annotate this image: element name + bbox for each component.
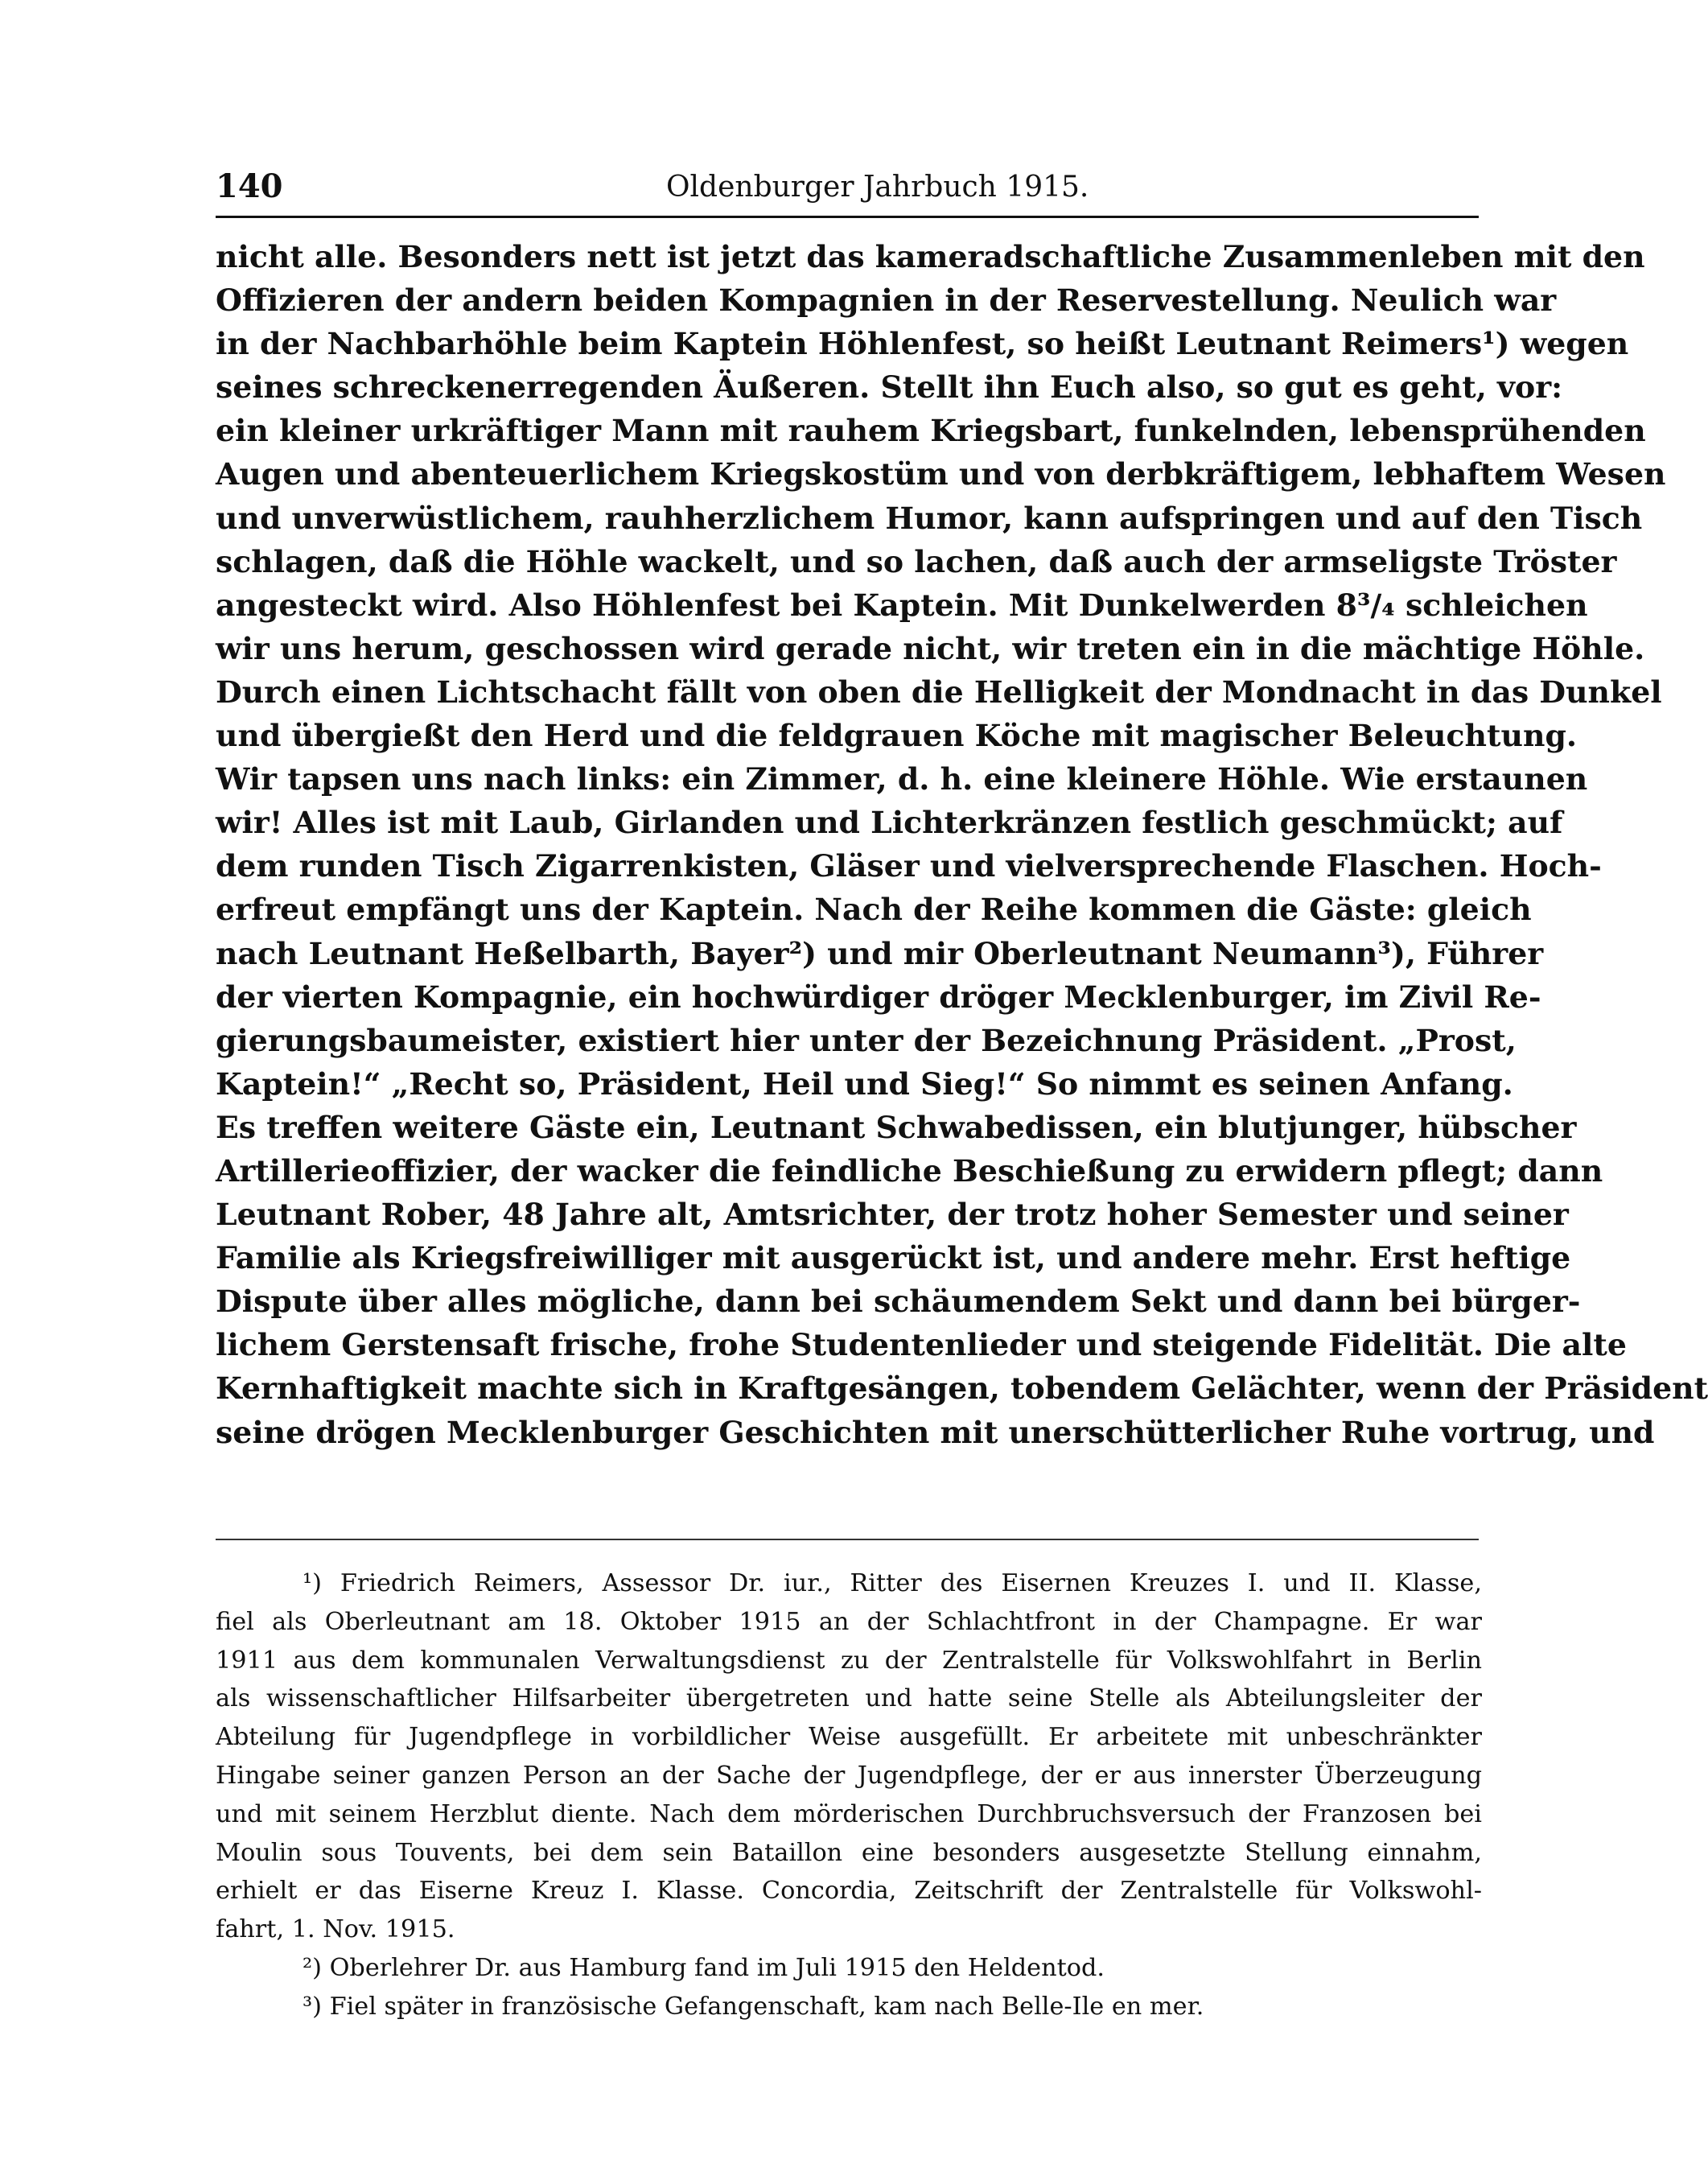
body-line: seine drögen Mecklenburger Geschichten mit unerschütterlicher Ruhe vortrug, und — [216, 1414, 1655, 1450]
body-line: nach Leutnant Heßelbarth, Bayer²) und mir Oberleutnant Neumann³), Führer — [216, 935, 1544, 971]
body-line: Artillerieoffizier, der wacker die feindliche Beschießung zu erwidern pflegt; dann — [216, 1152, 1603, 1189]
body-text — [216, 235, 1708, 1454]
body-line: und unverwüstlichem, rauhherzlichem Humor, kann aufspringen und auf den Tisch — [216, 500, 1643, 536]
body-line: Durch einen Lichtschacht fällt von oben die Helligkeit der Mondnacht in das Dunkel — [216, 674, 1662, 710]
body-line: Kernhaftigkeit machte sich in Kraftgesängen, tobendem Gelächter, wenn der Präsident — [216, 1370, 1708, 1407]
page-number: 140 — [216, 167, 283, 205]
body-line: Kaptein!“ „Recht so, Präsident, Heil und Sieg!“ So nimmt es seinen Anfang. — [216, 1065, 1513, 1102]
body-line: Offizieren der andern beiden Kompagnien in der Reservestellung. Neulich war — [216, 282, 1557, 319]
body-line: Familie als Kriegsfreiwilliger mit ausgerückt ist, und andere mehr. Erst heftige — [216, 1240, 1571, 1276]
footnote-line: Hingabe seiner ganzen Person an der Sache der Jugendpflege, der er aus innerster Überzeugung — [216, 1761, 1482, 1790]
body-line: seines schreckenerregenden Äußeren. Stellt ihn Euch also, so gut es geht, vor: — [216, 369, 1563, 406]
footnote-rule — [216, 1539, 1479, 1540]
body-line: wir! Alles ist mit Laub, Girlanden und Lichterkränzen festlich geschmückt; auf — [216, 805, 1563, 841]
footnote-line: und mit seinem Herzblut diente. Nach dem mörderischen Durchbruchsversuch der Franzosen bei — [216, 1799, 1482, 1828]
body-line: gierungsbaumeister, existiert hier unter der Bezeichnung Präsident. „Prost, — [216, 1022, 1517, 1058]
body-line: nicht alle. Besonders nett ist jetzt das kameradschaftliche Zusammenleben mit den — [216, 239, 1645, 274]
body-line: Augen und abenteuerlichem Kriegskostüm und von derbkräftigem, lebhaftem Wesen — [216, 456, 1666, 492]
body-line: lichem Gerstensaft frische, frohe Studentenlieder und steigende Fidelität. Die alte — [216, 1327, 1627, 1363]
running-title: Oldenburger Jahrbuch 1915. — [666, 171, 1089, 204]
body-line: erfreut empfängt uns der Kaptein. Nach der Reihe kommen die Gäste: gleich — [216, 892, 1532, 928]
body-line: angesteckt wird. Also Höhlenfest bei Kaptein. Mit Dunkelwerden 8³/₄ schleichen — [216, 587, 1588, 623]
footnote-line: 1911 aus dem kommunalen Verwaltungsdienst zu der Zentralstelle für Volkswohlfahrt in Berlin — [216, 1646, 1482, 1675]
footnote-line: ¹) Friedrich Reimers, Assessor Dr. iur., Ritter des Eisernen Kreuzes I. und II. Klasse, — [303, 1569, 1482, 1597]
body-line: wir uns herum, geschossen wird gerade nicht, wir treten ein in die mächtige Höhle. — [216, 630, 1645, 666]
footnote-line: fiel als Oberleutnant am 18. Oktober 1915 an der Schlachtfront in der Champagne. Er war — [216, 1607, 1482, 1636]
body-line: schlagen, daß die Höhle wackelt, und so lachen, daß auch der armseligste Tröster — [216, 543, 1617, 579]
body-line: Wir tapsen uns nach links: ein Zimmer, d. h. eine kleinere Höhle. Wie erstaunen — [216, 761, 1588, 797]
footnote-line: fahrt, 1. Nov. 1915. — [216, 1915, 455, 1944]
body-line: Es treffen weitere Gäste ein, Leutnant Schwabedissen, ein blutjunger, hübscher — [216, 1109, 1577, 1145]
body-line: der vierten Kompagnie, ein hochwürdiger dröger Mecklenburger, im Zivil Re- — [216, 979, 1541, 1015]
body-line: und übergießt den Herd und die feldgrauen Köche mit magischer Beleuchtung. — [216, 718, 1578, 754]
footnote-line: Abteilung für Jugendpflege in vorbildlicher Weise ausgefüllt. Er arbeitete mit unbeschränkter — [216, 1723, 1482, 1752]
body-line: dem runden Tisch Zigarrenkisten, Gläser und vielversprechende Flaschen. Hoch- — [216, 848, 1602, 884]
page-header — [216, 167, 1479, 212]
body-line: ein kleiner urkräftiger Mann mit rauhem Kriegsbart, funkelnden, lebensprühenden — [216, 413, 1646, 449]
body-line: Leutnant Rober, 48 Jahre alt, Amtsrichter, der trotz hoher Semester und seiner — [216, 1197, 1569, 1233]
footnotes — [216, 1564, 1482, 2026]
footnote-line: erhielt er das Eiserne Kreuz I. Klasse. Concordia, Zeitschrift der Zentralstelle für Volkswohl- — [216, 1877, 1482, 1906]
body-line: in der Nachbarhöhle beim Kaptein Höhlenfest, so heißt Leutnant Reimers¹) wegen — [216, 326, 1629, 362]
footnote-line: Moulin sous Touvents, bei dem sein Bataillon eine besonders ausgesetzte Stellung einnahm, — [216, 1838, 1482, 1867]
footnote-line: ³) Fiel später in französische Gefangenschaft, kam nach Belle-Ile en mer. — [303, 1992, 1204, 2021]
body-line: Dispute über alles mögliche, dann bei schäumendem Sekt und dann bei bürger- — [216, 1284, 1581, 1320]
footnote-line: ²) Oberlehrer Dr. aus Hamburg fand im Juli 1915 den Heldentod. — [303, 1953, 1105, 1982]
header-rule — [216, 216, 1479, 218]
footnote-line: als wissenschaftlicher Hilfsarbeiter übergetreten und hatte seine Stelle als Abteilungsleiter der — [216, 1684, 1482, 1713]
